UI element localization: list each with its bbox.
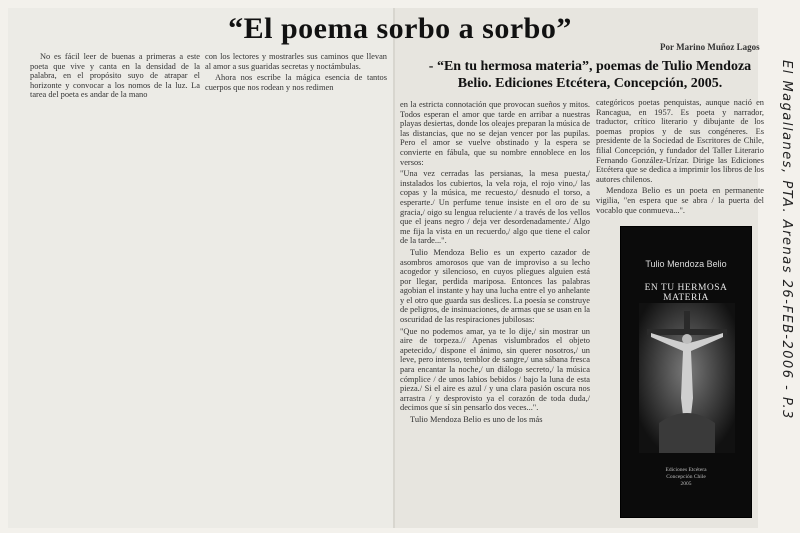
publisher-line: 2005 [680,481,692,487]
book-title: EN TU HERMOSA MATERIA [644,283,728,303]
book-cover [620,226,752,518]
paragraph: Tulio Mendoza Belio es uno de los más [410,415,543,424]
publisher-line: Concepción Chile [666,474,706,480]
paragraph: con los lectores y mostrarles sus caminos que llevan al amor a sus guaridas secretas y noctámbulas. [205,52,387,71]
crucifix-image [639,303,735,453]
poem-quote: "Que no podemos amar, ya te lo dije,/ sin mostrar un aire de torpeza.// Apenas vislumbrados el objeto apetecido,/ dispone el ánimo, sin querer nosotros,/ un leve, pero intenso, temblor de sangre,/ una sábana fresca para encantar la noche,/ un diálogo secreto,/ la música cómplice / de unos labios bebidos / bajo la luna de esta pieza./ Si el aire es azul / y una clara pasión oscura nos arrastra / y desprovisto ya el corazón de toda duda,/ decimos que sí sin pensarlo dos veces...". [400,326,590,413]
paragraph: Ahora nos escribe la mágica esencia de tantos cuerpos que nos rodean y nos redimen [205,73,387,92]
paragraph: Tulio Mendoza Belio es un experto cazador de asombros amorosos que van de improviso a su lecho acogedor y silencioso, en cuyos pliegues alguien está por llegar, perdida mariposa. Entonces las palabras agobian el instante y hay una lucha entre el yo anhelante y el otro que guarda sus deslices. La poesía se construye de peligros, de insinuaciones, de armas que se usan en la oscuridad de las respiraciones jubilosas: [400,247,590,325]
page-fold [393,8,395,528]
column-4 [596,98,764,217]
paragraph: en la estricta connotación que provocan sueños y mitos. Todos esperan el amor que tarde en arribar a nuestras playas desiertas, donde los oleajes preparan la música de las distancias, que no se dejan vencer por las pupilas. Pero el amor se vuelve obstinado y la espera se convierte en fábula, que su nombre ennoblece en los versos: [400,100,590,167]
book-author: Tulio Mendoza Belio [645,259,727,269]
paragraph: No es fácil leer de buenas a primeras a este poeta que vive y canta en la densidad de la palabra, en el propósito suyo de atrapar el horizonte y convocar a los nomos de la luz. La tarea del poeta es andar de la mano [30,52,200,100]
poem-quote: "Una vez cerradas las persianas, la mesa puesta,/ instalados los cubiertos, la vela roja, el rojo vino,/ las copas y la música, me recuesto,/ desnudo el torso, a esperarte./ Un perfume tenue insiste en el oro de su gracia,/ oigo su lengua reluciente / a través de los vellos que el jeans negro / deja ver desordenadamente./ Algo me fija la vista en un recuerdo,/ algo que tiene el calor de la tarde...". [400,169,590,246]
headline: “El poema sorbo a sorbo” [228,12,572,45]
publisher-line: Ediciones Etcétera [665,467,707,473]
byline: Por Marino Muñoz Lagos [660,42,760,52]
column-3 [400,100,590,427]
column-2 [205,52,387,94]
paragraph: categóricos poetas penquistas, aunque nació en Rancagua, en 1957. Es poeta y narrador, traductor, crítico literario y dibujante de los poemas propios y de sus congéneres. Es presidente de la Sociedad de Escritores de Chile, filial Concepción, y fundador del Taller Literario Fernando González-Urízar. Dirige las Ediciones Etcétera que se dedica a imprimir los libros de los autores chilenos. [596,98,764,184]
subheadline: - “En tu hermosa materia”, poemas de Tulio Mendoza Belio. Ediciones Etcétera, Concepción, 2005. [428,59,752,91]
column-1 [30,52,200,102]
book-publisher [621,467,751,488]
paragraph: Mendoza Belio es un poeta en permanente vigilia, "en espera que se abra / la puerta del vocablo que conmueva...". [596,186,764,215]
handwritten-note: El Magallanes, PTA. Arenas 26-FEB-2006 - P.3 [779,60,794,420]
